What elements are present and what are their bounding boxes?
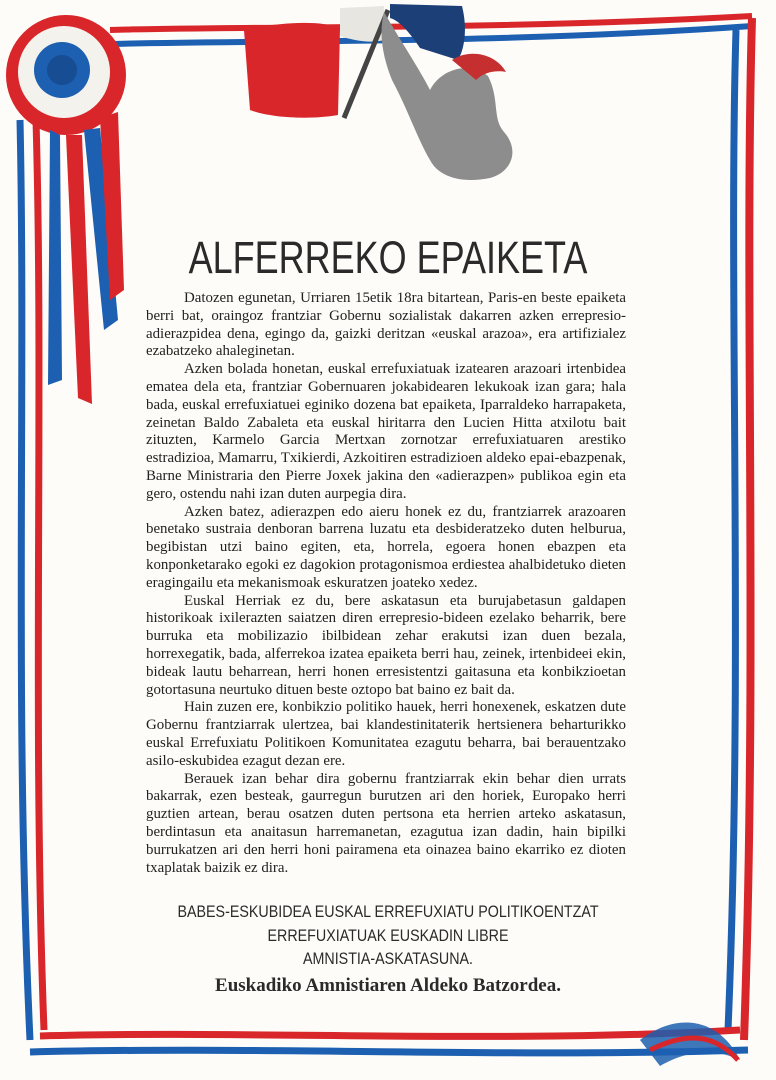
bottom-ribbon-blue <box>30 1050 748 1053</box>
flag-red-stripe <box>244 23 340 118</box>
liberty-flag-illustration <box>244 4 512 180</box>
slogan-line: ERREFUXIATUAK EUSKADIN LIBRE <box>267 925 509 945</box>
paragraph: Datozen egunetan, Urriaren 15etik 18ra bitartean, Paris-en beste epaiketa berri bat, oraingoz frantziar Gobernu sozialistak dakarren azken errepresio-adierazpidea dena, egingo da, gaizki deritzan «euskal arazoa», era artifizialez ezabatzeko ahaleginetan. <box>146 290 626 360</box>
right-ribbon-blue <box>728 30 736 1030</box>
slogan-line: AMNISTIA-ASKATASUNA. <box>302 949 474 968</box>
paragraph: Berauek izan behar dira gobernu frantziarrak ekin behar dien urrats bakarrak, ezen besteak, gaurregun burutzen ari den horiek, Europako herri guztien artean, berau osatzen duten pertsona eta herrien arteko askatasun, berdintasun eta anaitasun harremanetan, ezagutua izan dadin, hain bipilki burrukatzen ari den herri honi pairamena eta oinazea baino ekarriko ez dioten txaplatak baizik ez dira. <box>146 770 626 876</box>
document-body <box>146 290 626 877</box>
bottom-ribbon-red <box>40 1030 740 1036</box>
closing-block <box>120 900 656 999</box>
paragraph: Azken batez, adierazpen edo aieru honek ez du, frantziarrek arazoaren benetako sustraia denboran barrena luzatu eta desbideratzeko duten helburua, begibistan utzi baino egiten, eta, horrela, egoera honen ebazpen eta konponketarako egoki ez dagokion protagonismoa erdiestea ahalbidetuko dieten eragingailu eta mekanismoak eskuratzen joateko xedez. <box>146 503 626 591</box>
left-ribbon-red <box>36 120 44 1030</box>
left-ribbon-blue <box>20 120 30 1040</box>
slogan-line: BABES-ESKUBIDEA EUSKAL ERREFUXIATU POLITIKOENTZAT <box>177 902 599 921</box>
paragraph: Azken bolada honetan, euskal errefuxiatuak izatearen arazoari irtenbidea ematea dela eta, frantziar Gobernuaren jokabidearen lekukoak izan gara; hala bada, euskal errefuxiatuei eginiko dozena bat epaiketa, Iparraldeko harrapaketa, zeinetan Baldo Zabaleta eta euskal hiritarra den Lucien Hitta atxilotu bait zituzten, Karmelo Garcia Mertxan zornotzar errefuxiatuaren arestiko estradizioa, Mamarru, Txikierdi, Azkoitiren estradizioen aldeko epai-ebazpenak, Barne Ministraria den Pierre Joxek jakina den «adierazpen» publikoa egin eta gero, ostendu nahi izan duten aurpegia dira. <box>146 361 626 502</box>
paragraph: Euskal Herriak ez du, bere askatasun eta burujabetasun galdapen historikoak ixilerazten saiatzen diren errepresio-bideen ezelako beharrik, bere burruka eta mobilizazio ibilbidean zehar erakutsi izan duen bezala, horrexegatik, bada, alferrekoa izatea epaiketa berri hau, zeinek, irtenbideei ekin, bideak lautu beharrean, herri honen erresistentzi gaitasuna eta konbikzioetan gotortasuna neurtuko dituen beste oztopo bat baino ez bait da. <box>146 592 626 698</box>
document-title: ALFERREKO EPAIKETA <box>188 232 588 283</box>
signature: Euskadiko Amnistiaren Aldeko Batzordea. <box>215 974 561 996</box>
right-ribbon-red <box>744 18 752 1040</box>
paragraph: Hain zuzen ere, konbikzio politiko hauek, herri honexenek, eskatzen dute Gobernu frantziarrak ulertzea, bai klandestinitaterik hertsienera beharturikko euskal Errefuxiatu Politikoen Komunitatea ezagutu beharra, bai berauentzako asilo-eskubidea ezagut dezan ere. <box>146 699 626 769</box>
